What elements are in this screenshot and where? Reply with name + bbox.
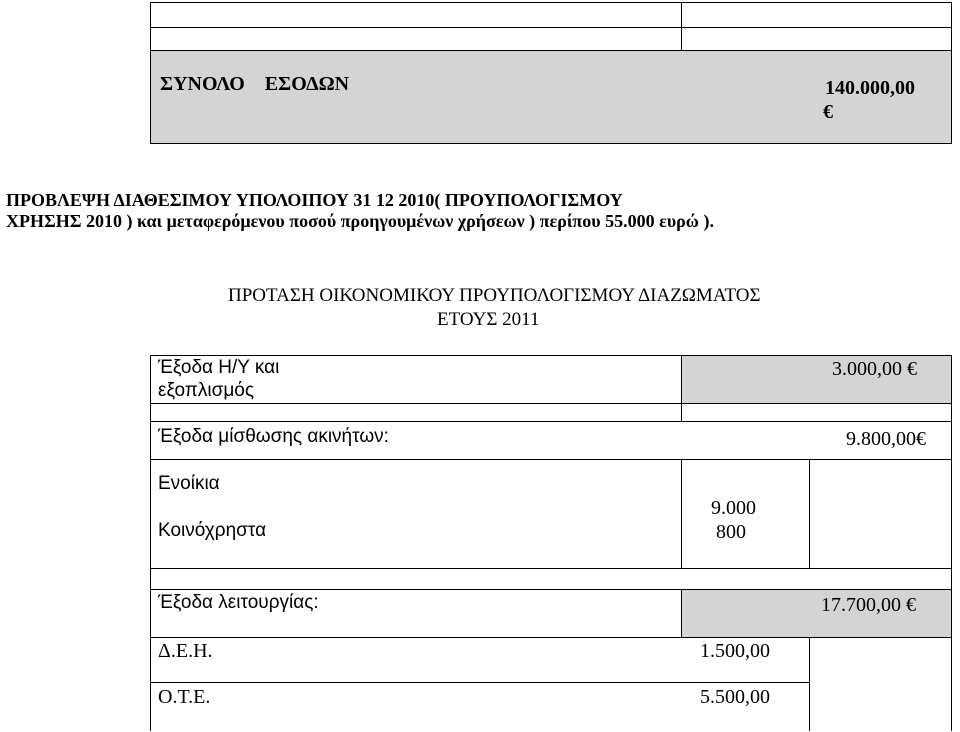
operating-expenses-label: Έξοδα λειτουργίας:	[158, 592, 319, 613]
forecast-line-1: ΠΡΟΒΛΕΨΗ ΔΙΑΘΕΣΙΜΟΥ ΥΠΟΛΟΙΠΟΥ 31 12 2010( ΠΡΟΥΠΟΛΟΓΙΣΜΟΥ	[6, 190, 623, 210]
it-expenses-label-2: εξοπλισμός	[158, 380, 254, 401]
power-company-label: Δ.Ε.Η.	[158, 640, 213, 662]
telecom-company-value: 5.500,00	[700, 686, 770, 708]
it-expenses-value: 3.000,00 €	[832, 358, 917, 380]
forecast-line-2: ΧΡΗΣΗΣ 2010 ) και μεταφερόμενου ποσού προηγουμένων χρήσεων ) περίπου 55.000 ευρώ ).	[6, 211, 714, 231]
rent-item-label: Ενοίκια	[158, 473, 220, 494]
total-income-label: ΣΥΝΟΛΟ ΕΣΟΔΩΝ	[160, 73, 350, 95]
proposal-title-line-1: ΠΡΟΤΑΣΗ ΟΙΚΟΝΟΜΙΚΟΥ ΠΡΟΥΠΟΛΟΓΙΣΜΟΥ ΔΙΑΖΩΜΑΤΟΣ	[228, 285, 761, 306]
rent-item-value: 9.000	[711, 497, 756, 519]
power-company-value: 1.500,00	[700, 640, 770, 662]
operating-expenses-value: 17.700,00 €	[821, 594, 916, 616]
rent-expenses-value: 9.800,00€	[846, 428, 926, 450]
telecom-company-label: Ο.Τ.Ε.	[158, 686, 211, 708]
total-income-value: 140.000,00	[825, 77, 915, 99]
common-charges-value: 800	[716, 521, 746, 543]
it-expenses-label-1: Έξοδα Η/Υ και	[158, 357, 280, 378]
common-charges-label: Κοινόχρηστα	[158, 520, 267, 541]
expenses-table	[150, 355, 952, 731]
rent-expenses-label: Έξοδα μίσθωσης ακινήτων:	[158, 426, 389, 447]
total-income-currency: €	[823, 101, 833, 123]
proposal-title-line-2: ΕΤΟΥΣ 2011	[437, 309, 540, 330]
